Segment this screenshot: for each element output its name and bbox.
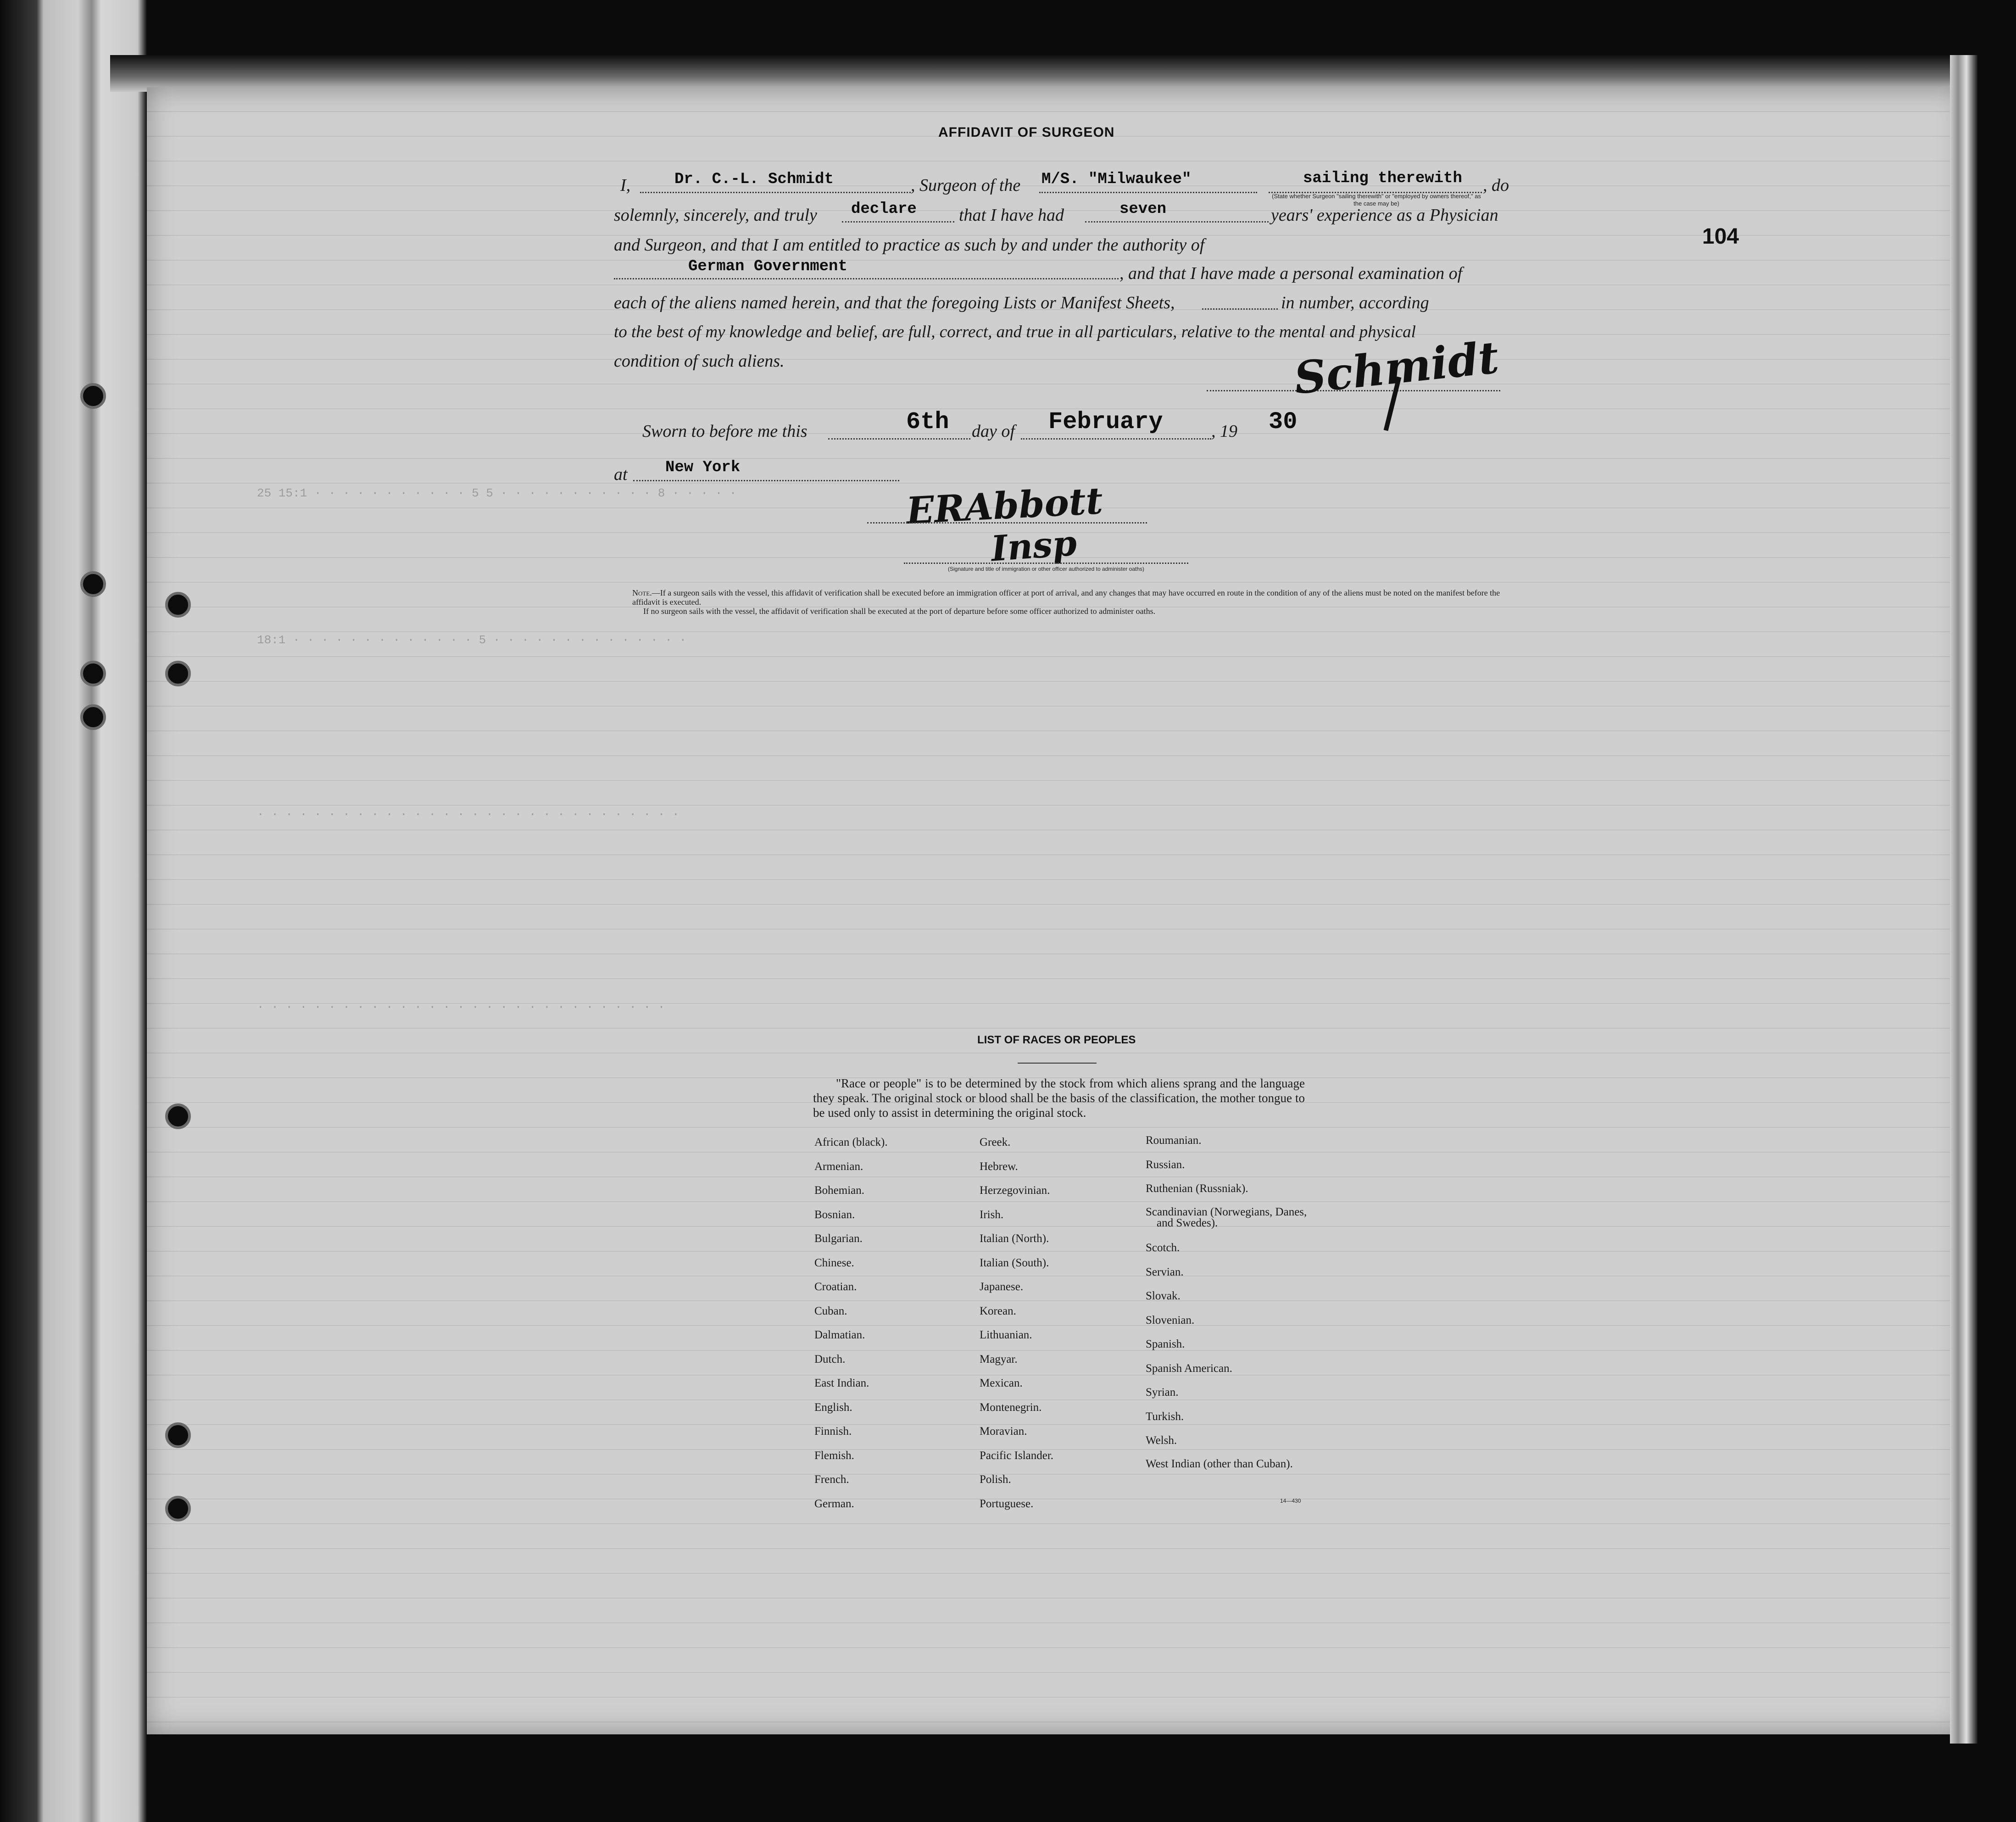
race-entry: Korean. — [980, 1304, 1016, 1317]
race-entry: Chinese. — [814, 1256, 854, 1269]
line5-suffix: in number, according — [1281, 293, 1429, 312]
line5-prefix: each of the aliens named herein, and that the foregoing Lists or Manifest Sheets, — [614, 293, 1175, 312]
race-entry: Herzegovinian. — [980, 1184, 1050, 1197]
race-entry: Turkish. — [1146, 1410, 1184, 1423]
binder-hole — [80, 383, 106, 409]
race-entry: Finnish. — [814, 1425, 852, 1438]
at-prefix: at — [614, 465, 628, 484]
race-entry: Russian. — [1146, 1158, 1185, 1171]
binder-hole — [80, 704, 106, 730]
line7: condition of such aliens. — [614, 351, 785, 371]
binder-hole — [165, 1496, 191, 1521]
race-entry: Mexican. — [980, 1377, 1023, 1389]
line6: to the best of my knowledge and belief, are full, correct, and true in all particulars, relative to the mental and physical — [614, 323, 1416, 341]
race-entry: Portuguese. — [980, 1497, 1034, 1510]
surgeon-name-line — [640, 192, 911, 193]
sworn-month: February — [1048, 408, 1163, 435]
races-title: LIST OF RACES OR PEOPLES — [977, 1034, 1136, 1046]
races-title-rule — [1018, 1063, 1097, 1064]
officer-caption: (Signature and title of immigration or other officer authorized to administer oaths) — [948, 566, 1144, 572]
place-line — [633, 480, 899, 481]
line4-suffix: , and that I have made a personal examination of — [1119, 264, 1463, 283]
note-label: Note. — [632, 588, 652, 597]
officer-title-line — [904, 563, 1188, 564]
sworn-day-of: day of — [972, 422, 1015, 441]
race-entry: Welsh. — [1146, 1434, 1177, 1447]
years-line — [1085, 221, 1269, 223]
race-entry: Lithuanian. — [980, 1329, 1032, 1341]
declare-verb: declare — [851, 201, 917, 218]
book-binding — [0, 0, 147, 1822]
race-entry: Moravian. — [980, 1425, 1027, 1438]
race-entry: Scandinavian (Norwegians, Danes, and Swedes). — [1146, 1205, 1307, 1229]
race-entry: Polish. — [980, 1473, 1011, 1486]
note-line1: —If a surgeon sails with the vessel, this affidavit of verification shall be executed before an immigration officer at port of arrival, and any changes that may have occurred en route in the condition of any of the aliens must be noted on the manifest before the affidavit is executed. — [632, 588, 1500, 607]
page-right-edge — [1950, 55, 1977, 1744]
sheets-count-line — [1202, 308, 1278, 310]
binder-hole — [165, 1103, 191, 1129]
officer-title-signature: Insp — [990, 522, 1078, 569]
binder-hole — [80, 661, 106, 686]
race-entry: Armenian. — [814, 1160, 863, 1173]
race-entry: West Indian (other than Cuban). — [1146, 1457, 1293, 1470]
race-entry: Italian (North). — [980, 1232, 1049, 1245]
race-entry: East Indian. — [814, 1377, 869, 1389]
races-intro: "Race or people" is to be determined by the stock from which aliens sprang and the language they speak. The original stock or blood shall be the basis of the classification, the mother tongue to be used only to assist in determining the original stock. — [813, 1076, 1305, 1120]
race-entry: Bulgarian. — [814, 1232, 863, 1245]
affidavit-title: AFFIDAVIT OF SURGEON — [938, 125, 1115, 140]
years-experience: seven — [1119, 201, 1167, 218]
race-entry: Pacific Islander. — [980, 1449, 1054, 1462]
line1-mid: , Surgeon of the — [911, 176, 1021, 195]
line1-suffix: , do — [1483, 176, 1509, 195]
form-code: 14—430 — [1280, 1498, 1301, 1504]
race-entry: Cuban. — [814, 1304, 847, 1317]
race-entry: Scotch. — [1146, 1242, 1180, 1254]
line1-prefix: I, — [620, 176, 631, 195]
race-entry: Irish. — [980, 1208, 1004, 1221]
race-entry: Slovak. — [1146, 1290, 1181, 1302]
surgeon-status: sailing therewith — [1303, 170, 1462, 187]
vessel-name: M/S. "Milwaukee" — [1041, 171, 1192, 188]
race-entry: Bohemian. — [814, 1184, 865, 1197]
race-entry: French. — [814, 1473, 849, 1486]
officer-signature: ERAbbott — [905, 479, 1104, 533]
verb-line — [842, 221, 954, 223]
race-entry: Dalmatian. — [814, 1329, 865, 1341]
race-entry: Ruthenian (Russniak). — [1146, 1182, 1248, 1195]
race-entry: Spanish. — [1146, 1338, 1185, 1350]
race-entry: German. — [814, 1497, 854, 1510]
vessel-line — [1039, 192, 1257, 193]
race-entry: Magyar. — [980, 1353, 1018, 1365]
officer-signature-line — [867, 522, 1147, 524]
race-entry: Hebrew. — [980, 1160, 1018, 1173]
authority-line — [614, 278, 1119, 279]
race-entry: Syrian. — [1146, 1386, 1179, 1399]
binder-hole — [165, 1422, 191, 1448]
month-line — [1021, 438, 1211, 440]
race-entry: Montenegrin. — [980, 1401, 1042, 1414]
page-number: 104 — [1702, 224, 1739, 249]
race-entry: Bosnian. — [814, 1208, 855, 1221]
binder-hole — [165, 661, 191, 686]
authority-value: German Government — [688, 258, 847, 275]
note-line2: If no surgeon sails with the vessel, the affidavit of verification shall be executed at the port of departure before some officer authorized to administer oaths. — [643, 607, 1156, 616]
race-entry: Italian (South). — [980, 1256, 1049, 1269]
race-entry: Flemish. — [814, 1449, 854, 1462]
affidavit-note — [632, 588, 1502, 616]
race-entry: Croatian. — [814, 1281, 857, 1293]
race-entry: English. — [814, 1401, 852, 1414]
surgeon-signature: Schmidt — [1292, 331, 1501, 405]
race-entry: African (black). — [814, 1136, 888, 1148]
race-entry: Greek. — [980, 1136, 1011, 1148]
race-entry: Japanese. — [980, 1281, 1024, 1293]
binder-hole — [165, 592, 191, 618]
line3: and Surgeon, and that I am entitled to practice as such by and under the authority of — [614, 235, 1205, 255]
status-note: (State whether Surgeon "sailing therewith" or "employed by owners thereof," as the case may be) — [1272, 193, 1481, 207]
sworn-prefix: Sworn to before me this — [642, 422, 808, 441]
sworn-year: 30 — [1269, 408, 1298, 435]
page-top-edge — [110, 55, 1973, 92]
race-entry: Roumanian. — [1146, 1134, 1202, 1147]
race-entry: Servian. — [1146, 1265, 1184, 1278]
line2-prefix: solemnly, sincerely, and truly — [614, 206, 817, 225]
sworn-place: New York — [665, 459, 741, 476]
race-entry: Spanish American. — [1146, 1362, 1232, 1375]
binder-hole — [80, 571, 106, 597]
race-entry: Slovenian. — [1146, 1314, 1195, 1326]
sworn-year-prefix: , 19 — [1211, 422, 1237, 441]
line2-suffix: years' experience as a Physician — [1271, 206, 1498, 225]
surgeon-name: Dr. C.-L. Schmidt — [674, 171, 834, 188]
sworn-day: 6th — [906, 408, 949, 435]
day-line — [828, 438, 970, 440]
race-entry: Dutch. — [814, 1353, 846, 1365]
line2-mid: that I have had — [959, 206, 1064, 225]
